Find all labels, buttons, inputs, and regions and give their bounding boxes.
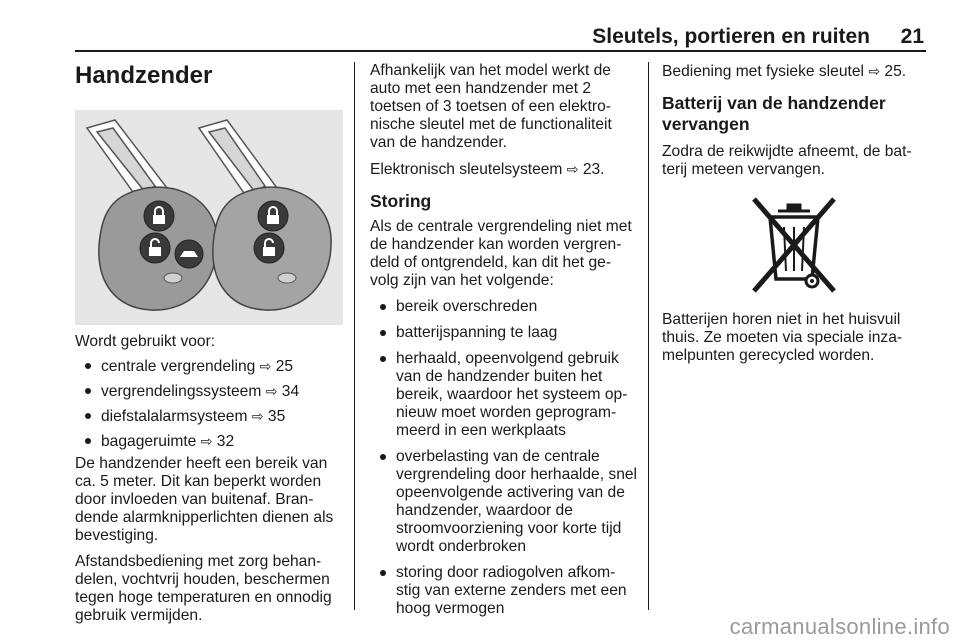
recycling-paragraph: Batterijen horen niet in het huisvuil thuis. Ze moeten via speciale inza-melpunten gerecycled worden. (662, 311, 903, 364)
page-header-title: Sleutels, portieren en ruiten (592, 25, 870, 48)
page-ref[interactable]: 34 (281, 383, 300, 400)
bullet-icon (380, 570, 386, 576)
trunk-button-icon (175, 240, 203, 268)
section-heading: Handzender (75, 62, 213, 89)
fault-causes-list (370, 298, 638, 618)
page-header (75, 26, 926, 52)
list-item: bereik overschreden (370, 298, 638, 316)
page-ref[interactable]: 32 (216, 433, 235, 450)
model-paragraph: Afhankelijk van het model werkt de auto met een handzender met 2 toetsen of 3 toetsen of een elektro-nische sleutel met de functionaliteit van de handzender. (370, 62, 612, 151)
bullet-icon (380, 454, 386, 460)
page-ref[interactable]: 23. (582, 161, 605, 178)
watermark: carmanualsonline.info (729, 614, 950, 639)
cross-reference: Elektronisch sleutelsysteem ⇨ 23. (370, 161, 605, 178)
list-item: overbelasting van de centrale vergrendeling door herhaalde, snel opeenvolgende activering van de handzender, waardoor de stroomvoorziening voor korte tijd wordt onderbroken (370, 448, 638, 556)
lock-button-icon (258, 201, 288, 231)
page-ref-arrow-icon: ⇨ (868, 63, 881, 79)
bullet-icon (380, 356, 386, 362)
bullet-icon (85, 438, 91, 444)
page-ref[interactable]: 25 (275, 358, 294, 375)
battery-paragraph: Zodra de reikwijdte afneemt, de bat-terij meteen vervangen. (662, 143, 912, 178)
bullet-icon (85, 388, 91, 394)
list-item: bagageruimte ⇨ 32 (75, 432, 343, 451)
remote-keys-illustration (75, 110, 343, 325)
page-ref-arrow-icon: ⇨ (200, 433, 213, 449)
bullet-icon (380, 304, 386, 310)
subsection-heading: Batterij van de handzender vervangen (662, 93, 886, 134)
list-item: herhaald, opeenvolgend gebruik van de handzender buiten het bereik, waardoor het systeem op-nieuw moet worden geprogram-meerd in een werkplaats (370, 350, 638, 440)
list-item: batterijspanning te laag (370, 324, 638, 342)
page-ref-arrow-icon: ⇨ (265, 383, 278, 399)
range-paragraph: De handzender heeft een bereik van ca. 5 meter. Dit kan beperkt worden door invloeden van buitenaf. Bran-dende alarmknipperlichten dienen als bevestiging. (75, 455, 334, 544)
bullet-icon (380, 330, 386, 336)
usage-list (75, 357, 343, 451)
page-ref-arrow-icon: ⇨ (259, 358, 272, 374)
page-ref-arrow-icon: ⇨ (251, 408, 264, 424)
list-item: vergrendelingssysteem ⇨ 34 (75, 382, 343, 401)
column-2 (370, 62, 638, 618)
column-3 (662, 62, 926, 365)
column-divider (354, 62, 355, 610)
bullet-icon (85, 363, 91, 369)
crossed-out-wheelie-bin-icon (748, 191, 840, 295)
lock-button-icon (144, 201, 174, 231)
list-item: diefstalalarmsysteem ⇨ 35 (75, 407, 343, 426)
page-ref-arrow-icon: ⇨ (566, 161, 579, 177)
subsection-heading: Storing (370, 191, 432, 211)
care-paragraph: Afstandsbediening met zorg behan-delen, vochtvrij houden, beschermen tegen hoge temperaturen en onnodig gebruik vermijden. (75, 553, 332, 624)
page-ref[interactable]: 25. (884, 63, 907, 80)
column-1 (75, 62, 343, 625)
cross-reference: Bediening met fysieke sleutel ⇨ 25. (662, 63, 907, 80)
list-item: storing door radiogolven afkom-stig van externe zenders met een hoog vermogen (370, 564, 638, 618)
unlock-button-icon (140, 233, 170, 263)
bullet-icon (85, 413, 91, 419)
fault-paragraph: Als de centrale vergrendeling niet met de handzender kan worden vergren-deld of ontgrendeld, kan dit het ge-volg zijn van het volgende: (370, 218, 632, 289)
intro-text: Wordt gebruikt voor: (75, 333, 216, 350)
page-ref[interactable]: 35 (267, 408, 286, 425)
unlock-button-icon (254, 233, 284, 263)
page-number: 21 (900, 25, 924, 48)
column-divider (648, 62, 649, 610)
list-item: centrale vergrendeling ⇨ 25 (75, 357, 343, 376)
